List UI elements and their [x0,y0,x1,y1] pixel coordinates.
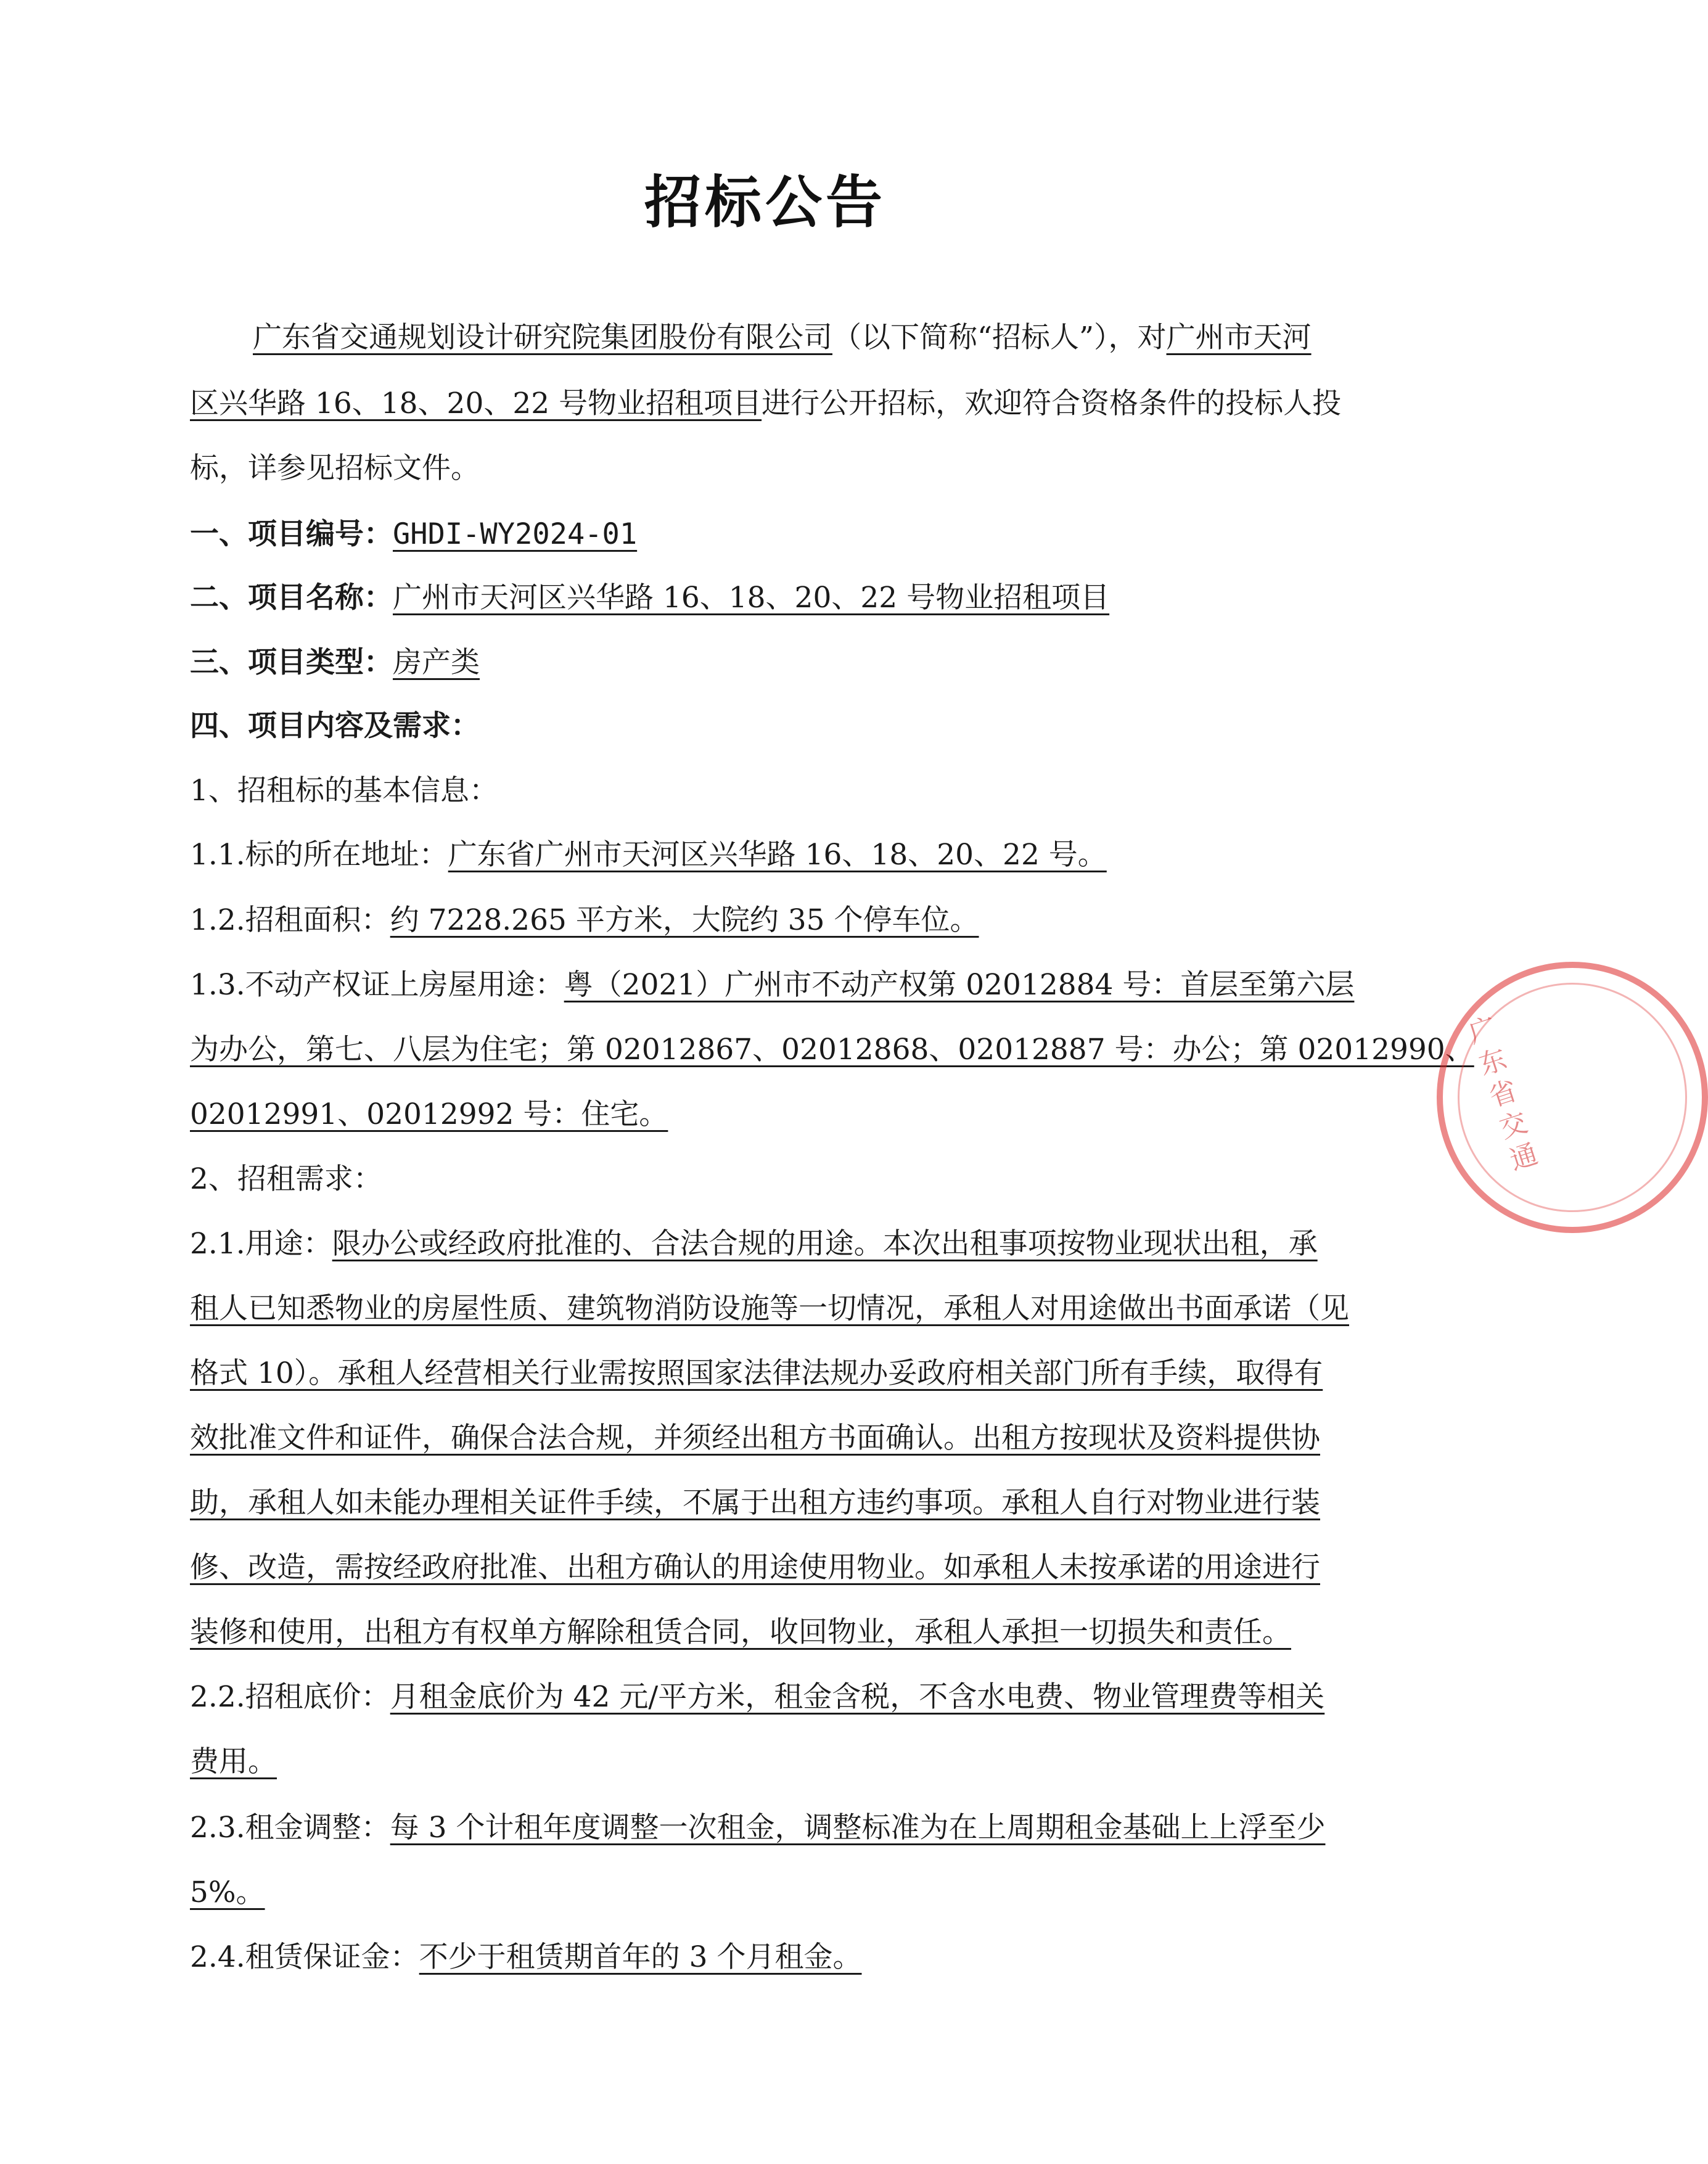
intro-line-1 [253,319,1312,356]
item-usage-line-1 [190,967,1354,1004]
intro-alias: （以下简称“招标人”），对 [832,321,1167,355]
item-usage-line-3: 02012991、02012992 号：住宅。 [190,1097,668,1131]
intro-invitation: 进行公开招标，欢迎符合资格条件的投标人投 [762,387,1342,420]
item-label: 1.1.标的所在地址： [190,838,448,872]
item-rent-adjust-line-2: 5%。 [190,1875,265,1909]
item-rent-adjust-line-1 [190,1809,1325,1846]
item-use-line-1 [190,1226,1318,1263]
item-label: 2.2.招租底价： [190,1680,390,1714]
rent-adjust-value: 每 3 个计租年度调整一次租金，调整标准为在上周期租金基础上上浮至少 [390,1811,1326,1845]
basic-info-heading: 1、招租标的基本信息： [190,774,498,808]
item-deposit [190,1939,861,1976]
project-name: 广州市天河区兴华路 16、18、20、22 号物业招租项目 [393,581,1110,615]
item-base-price-line-2: 费用。 [190,1745,277,1779]
company-seal [1437,962,1708,1233]
item-use-line-7: 装修和使用，出租方有权单方解除租赁合同，收回物业，承租人承担一切损失和责任。 [190,1615,1291,1649]
project-ref-end: 区兴华路 16、18、20、22 号物业招租项目 [190,387,762,420]
seal-text: 广 东 省 交 通 [1464,1011,1542,1177]
section-project-number [190,516,637,553]
area-value: 约 7228.265 平方米，大院约 35 个停车位。 [390,903,979,937]
intro-line-2 [190,385,1341,422]
project-type: 房产类 [393,646,480,679]
item-label: 1.3.不动产权证上房屋用途： [190,968,564,1002]
section-label: 三、项目类型： [190,646,393,679]
item-use-line-2: 租人已知悉物业的房屋性质、建筑物消防设施等一切情况，承租人对用途做出书面承诺（见 [190,1292,1349,1326]
item-use-line-4: 效批准文件和证件，确保合法合规，并须经出租方书面确认。出租方按现状及资料提供协 [190,1421,1320,1455]
section-label: 二、项目名称： [190,581,393,615]
section-content-heading: 四、项目内容及需求： [190,709,480,743]
section-label: 一、项目编号： [190,517,393,551]
needs-heading: 2、招租需求： [190,1162,382,1196]
intro-line-3: 标，详参见招标文件。 [190,451,480,485]
project-ref-start: 广州市天河 [1166,321,1312,355]
tenderer-name: 广东省交通规划设计研究院集团股份有限公司 [253,321,832,355]
item-use-line-3: 格式 10）。承租人经营相关行业需按照国家法律法规办妥政府相关部门所有手续，取得有 [190,1356,1323,1390]
page-title: 招标公告 [644,170,886,236]
address-value: 广东省广州市天河区兴华路 16、18、20、22 号。 [448,838,1107,872]
project-number: GHDI-WY2024-01 [393,517,638,551]
item-area [190,902,979,939]
item-use-line-5: 助，承租人如未能办理相关证件手续，不属于出租方违约事项。承租人自行对物业进行装 [190,1486,1320,1520]
item-use-line-6: 修、改造，需按经政府批准、出租方确认的用途使用物业。如承租人未按承诺的用途进行 [190,1551,1320,1584]
item-address [190,837,1107,874]
base-price-value: 月租金底价为 42 元/平方米，租金含税，不含水电费、物业管理费等相关 [390,1680,1325,1714]
use-value: 限办公或经政府批准的、合法合规的用途。本次出租事项按物业现状出租，承 [332,1227,1318,1261]
section-project-type [190,644,480,681]
item-label: 2.4.租赁保证金： [190,1940,419,1974]
item-label: 2.3.租金调整： [190,1811,390,1845]
item-label: 1.2.招租面积： [190,903,390,937]
deposit-value: 不少于租赁期首年的 3 个月租金。 [419,1940,862,1974]
usage-value: 粤（2021）广州市不动产权第 02012884 号：首层至第六层 [564,968,1355,1002]
item-usage-line-2: 为办公，第七、八层为住宅；第 02012867、02012868、02012887 号：办公；第 02012990、 [190,1033,1474,1067]
section-project-name [190,580,1109,617]
item-label: 2.1.用途： [190,1227,332,1261]
item-base-price-line-1 [190,1679,1324,1716]
